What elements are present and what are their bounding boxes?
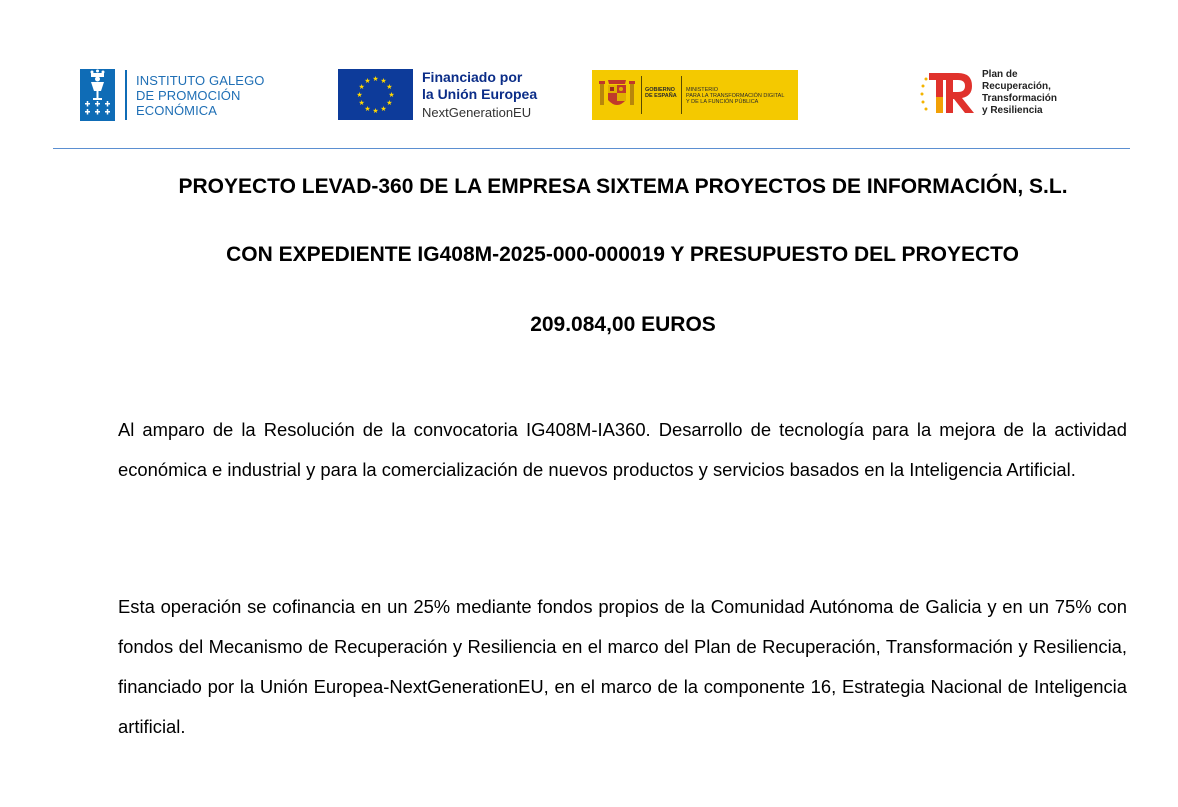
eu-nextgen-logo xyxy=(338,69,537,121)
prtr-symbol-icon xyxy=(920,69,976,115)
prtr-line: Plan de xyxy=(982,69,1018,80)
prtr-text xyxy=(982,69,1057,115)
eu-flag-icon xyxy=(338,69,413,120)
eu-star-icon: ★ xyxy=(372,76,379,83)
galicia-shield-icon xyxy=(80,69,115,121)
paragraph-cofinancing: Esta operación se cofinancia en un 25% mediante fondos propios de la Comunidad Autónoma de Galicia y en un 75% con fondos del Mecanismo de Recuperación y Resiliencia en el marco del Plan de Recuperación, Transformación y Resiliencia, financiado por la Unión Europea-NextGenerationEU, en el marco de la componente 16, Estrategia Nacional de Inteligencia artificial. xyxy=(118,596,1127,737)
ministry-line: PARA LA TRANSFORMACIÓN DIGITAL xyxy=(686,93,785,99)
ministry-line: Y DE LA FUNCIÓN PÚBLICA xyxy=(686,99,759,105)
igape-line: ECONÓMICA xyxy=(136,102,218,118)
ministry-text xyxy=(686,87,784,105)
eu-line-2: la Unión Europea xyxy=(422,86,538,102)
igape-logo xyxy=(80,69,265,121)
paragraph-resolution: Al amparo de la Resolución de la convocatoria IG408M-IA360. Desarrollo de tecnología para la mejora de la actividad económica e industrial y para la comercialización de nuevos productos y servicios basados en la Inteligencia Artificial. xyxy=(118,419,1127,480)
eu-star-icon: ★ xyxy=(358,100,365,107)
ministry-line: MINISTERIO xyxy=(686,87,719,93)
gobierno-text xyxy=(645,87,677,99)
prtr-line: Transformación xyxy=(982,93,1058,104)
eu-line-1: Financiado por xyxy=(422,69,523,85)
eu-funding-text xyxy=(422,69,537,121)
eu-star-icon: ★ xyxy=(364,78,371,86)
gobierno-espana-logo xyxy=(592,70,798,120)
ministry-divider xyxy=(681,76,682,114)
spain-coat-of-arms-icon xyxy=(598,78,636,117)
prtr-logo xyxy=(920,69,1057,115)
eu-line-3: NextGenerationEU xyxy=(422,105,532,120)
header-divider xyxy=(53,148,1130,149)
eu-star-icon: ★ xyxy=(386,100,393,107)
gobierno-divider xyxy=(641,76,642,114)
prtr-line: Recuperación, xyxy=(982,81,1051,92)
igape-name xyxy=(136,73,265,118)
logo-header xyxy=(0,0,1178,140)
eu-star-icon: ★ xyxy=(380,105,387,113)
igape-line: DE PROMOCIÓN xyxy=(136,87,241,103)
title-budget: 209.084,00 EUROS xyxy=(530,313,716,336)
eu-star-icon: ★ xyxy=(386,84,393,91)
eu-star-icon: ★ xyxy=(364,105,371,113)
eu-star-icon: ★ xyxy=(356,92,363,99)
gobierno-line: DE ESPAÑA xyxy=(645,93,677,99)
eu-star-icon: ★ xyxy=(372,108,379,115)
eu-star-icon: ★ xyxy=(380,78,387,86)
prtr-line: y Resiliencia xyxy=(982,105,1043,116)
title-line-2: CON EXPEDIENTE IG408M-2025-000-000019 Y PRESUPUESTO DEL PROYECTO xyxy=(226,243,1019,266)
gobierno-line: GOBIERNO xyxy=(645,87,675,93)
eu-star-icon: ★ xyxy=(388,92,395,99)
title-line-1: PROYECTO LEVAD-360 DE LA EMPRESA SIXTEMA PROYECTOS DE INFORMACIÓN, S.L. xyxy=(178,175,1068,198)
igape-separator xyxy=(125,70,127,120)
eu-star-icon: ★ xyxy=(358,84,365,91)
igape-line: INSTITUTO GALEGO xyxy=(136,72,265,88)
